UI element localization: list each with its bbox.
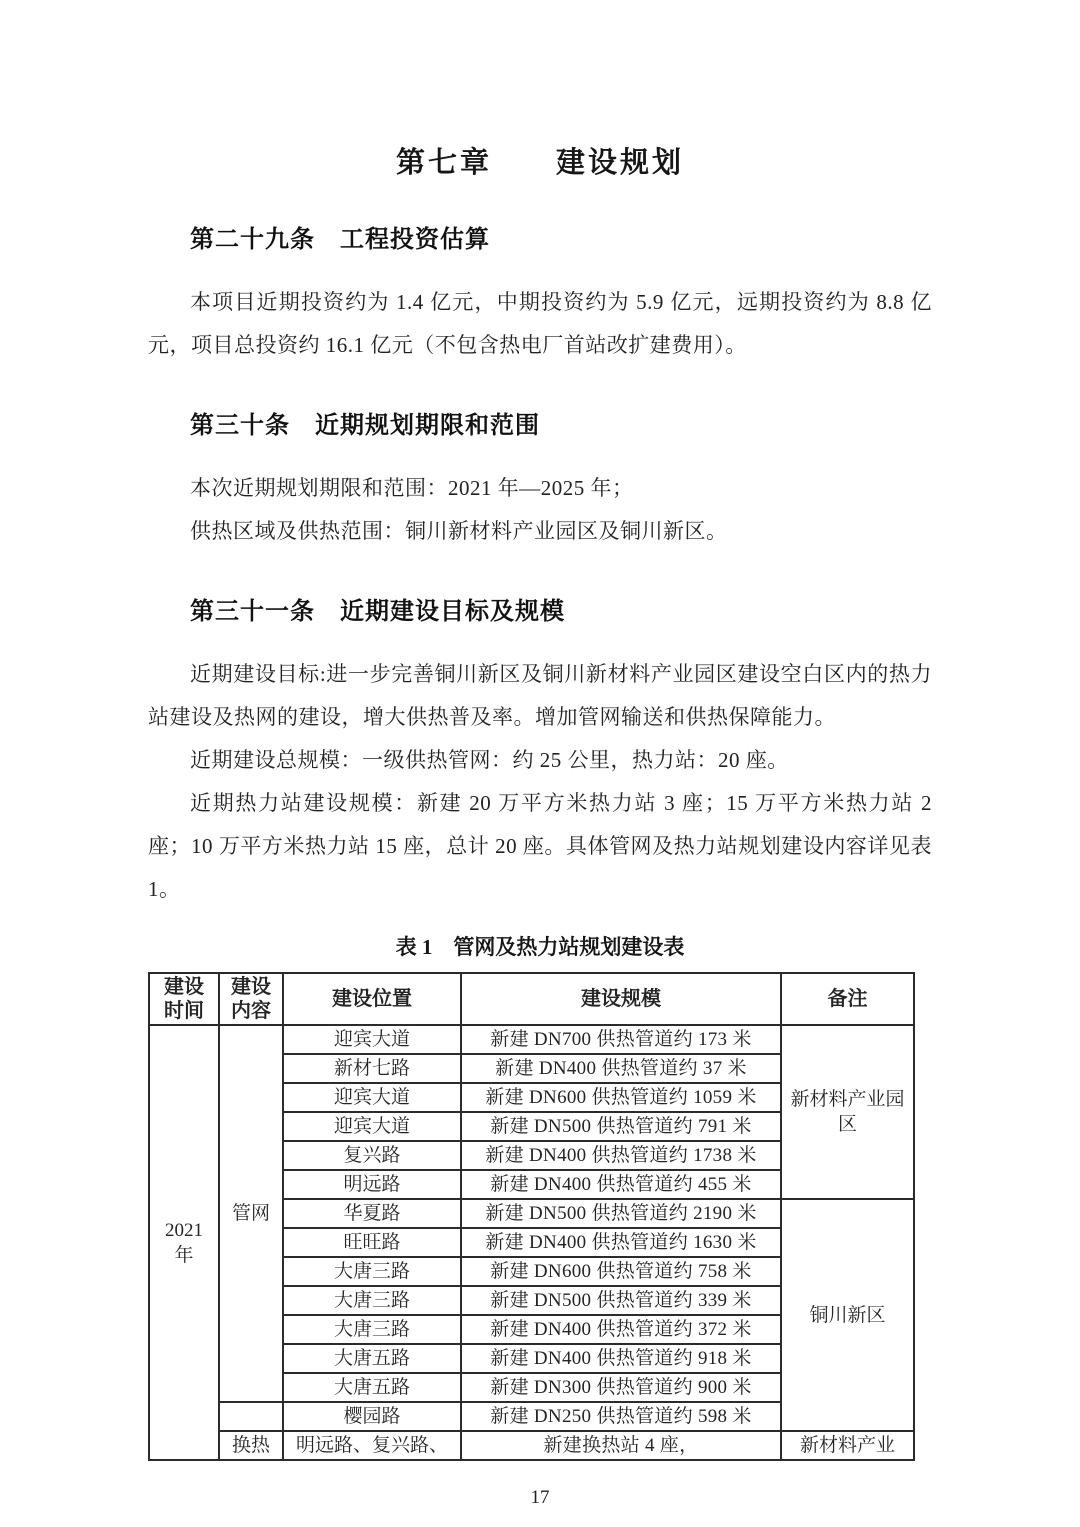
position-cell: 大唐三路 — [283, 1257, 461, 1286]
scale-cell: 新建 DN400 供热管道约 1738 米 — [461, 1141, 781, 1170]
header-cell: 建设位置 — [283, 973, 461, 1025]
section-heading: 第三十条 近期规划期限和范围 — [190, 412, 540, 439]
table-head — [149, 973, 914, 1025]
table-title: 表 1 管网及热力站规划建设表 — [395, 935, 685, 959]
paragraph: 供热区域及供热范围：铜川新材料产业园区及铜川新区。 — [190, 519, 728, 543]
table-body — [149, 1025, 914, 1460]
paragraph: 近期建设目标:进一步完善铜川新区及铜川新材料产业园区建设空白区内的热力站建设及热网的建设，增大供热普及率。增加管网输送和供热保障能力。 — [148, 662, 932, 729]
position-cell: 大唐五路 — [283, 1373, 461, 1402]
position-cell: 华夏路 — [283, 1199, 461, 1228]
table-header-row — [149, 973, 914, 1025]
scale-cell: 新建换热站 4 座， — [461, 1431, 781, 1460]
remark-cell: 新材料产业 — [781, 1431, 914, 1460]
scale-cell: 新建 DN300 供热管道约 900 米 — [461, 1373, 781, 1402]
content-cell: 换热 — [219, 1431, 283, 1460]
header-cell: 备注 — [781, 973, 914, 1025]
scale-cell: 新建 DN500 供热管道约 791 米 — [461, 1112, 781, 1141]
position-cell: 旺旺路 — [283, 1228, 461, 1257]
remark-cell: 铜川新区 — [781, 1199, 914, 1431]
position-cell: 明远路 — [283, 1170, 461, 1199]
position-cell: 复兴路 — [283, 1141, 461, 1170]
scale-cell: 新建 DN400 供热管道约 455 米 — [461, 1170, 781, 1199]
position-cell: 迎宾大道 — [283, 1112, 461, 1141]
scale-cell: 新建 DN600 供热管道约 758 米 — [461, 1257, 781, 1286]
content-cell: 管网 — [219, 1025, 283, 1402]
time-cell: 2021 年 — [149, 1025, 219, 1460]
section-construction-goals — [148, 591, 932, 911]
planning-table — [148, 972, 915, 1461]
scale-cell: 新建 DN600 供热管道约 1059 米 — [461, 1083, 781, 1112]
table-block — [148, 931, 932, 1461]
position-cell: 大唐五路 — [283, 1344, 461, 1373]
scale-cell: 新建 DN400 供热管道约 372 米 — [461, 1315, 781, 1344]
scale-cell: 新建 DN400 供热管道约 1630 米 — [461, 1228, 781, 1257]
position-cell: 大唐三路 — [283, 1315, 461, 1344]
header-cell: 建设规模 — [461, 973, 781, 1025]
section-planning-period — [148, 405, 932, 553]
position-cell: 樱园路 — [283, 1402, 461, 1431]
paragraph: 近期热力站建设规模：新建 20 万平方米热力站 3 座；15 万平方米热力站 2 座；10 万平方米热力站 15 座，总计 20 座。具体管网及热力站规划建设内容详见表 1。 — [148, 791, 932, 901]
position-cell: 迎宾大道 — [283, 1083, 461, 1112]
scale-cell: 新建 DN500 供热管道约 339 米 — [461, 1286, 781, 1315]
scale-cell: 新建 DN500 供热管道约 2190 米 — [461, 1199, 781, 1228]
paragraph: 本次近期规划期限和范围：2021 年—2025 年； — [190, 476, 634, 500]
content-cell — [219, 1402, 283, 1431]
header-cell: 建设 内容 — [219, 973, 283, 1025]
header-cell: 建设 时间 — [149, 973, 219, 1025]
table-row — [149, 1025, 914, 1054]
table-row — [149, 1431, 914, 1460]
section-investment-estimate — [148, 219, 932, 367]
scale-cell: 新建 DN400 供热管道约 37 米 — [461, 1054, 781, 1083]
section-heading: 第三十一条 近期建设目标及规模 — [190, 598, 565, 625]
chapter-title: 第七章 建设规划 — [395, 147, 684, 179]
remark-cell: 新材料产业园区 — [781, 1025, 914, 1199]
scale-cell: 新建 DN400 供热管道约 918 米 — [461, 1344, 781, 1373]
position-cell: 新材七路 — [283, 1054, 461, 1083]
position-cell: 迎宾大道 — [283, 1025, 461, 1054]
scale-cell: 新建 DN250 供热管道约 598 米 — [461, 1402, 781, 1431]
position-cell: 大唐三路 — [283, 1286, 461, 1315]
scale-cell: 新建 DN700 供热管道约 173 米 — [461, 1025, 781, 1054]
paragraph: 本项目近期投资约为 1.4 亿元，中期投资约为 5.9 亿元，远期投资约为 8.8 亿元，项目总投资约 16.1 亿元（不包含热电厂首站改扩建费用）。 — [148, 290, 932, 357]
section-heading: 第二十九条 工程投资估算 — [190, 226, 490, 253]
page-number: 17 — [530, 1487, 550, 1508]
paragraph: 近期建设总规模：一级供热管网：约 25 公里，热力站：20 座。 — [190, 748, 789, 772]
position-cell: 明远路、复兴路、 — [283, 1431, 461, 1460]
